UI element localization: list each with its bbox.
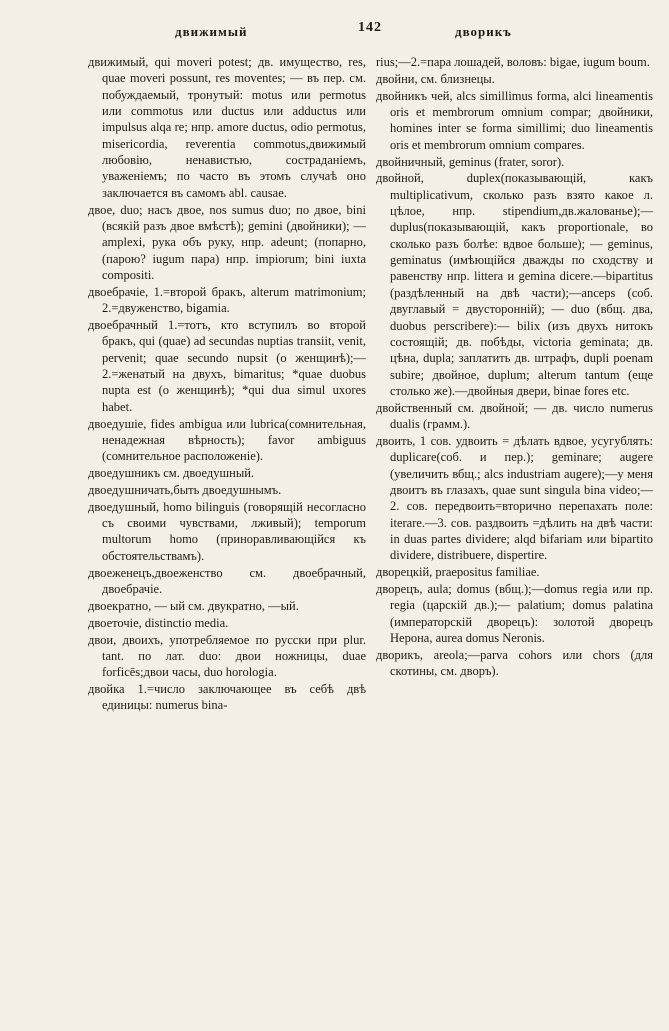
entry-headword: двое,: [88, 202, 116, 217]
entry-definition: см. близнецы.: [417, 71, 495, 86]
entry-headword: двоеточіе,: [88, 615, 142, 630]
entry-definition: двоеженство см. двоебрачный, двоебрачіе.: [102, 565, 366, 596]
entry-definition: см. двойной; — дв. число numerus dualis (грамм.).: [390, 400, 653, 432]
dictionary-entry: [376, 170, 653, 399]
dictionary-entry: [376, 54, 653, 70]
entry-definition: см. двоедушный.: [160, 466, 255, 481]
entry-headword: двоедушный,: [88, 499, 160, 514]
entry-headword: двои,: [88, 632, 117, 647]
entry-definition: homo bilinguis (говорящій несогласно съ своими чувствами, лживый); temporum multorum homo (приноравливающійся къ обстоятельствамъ).: [102, 499, 366, 563]
entry-definition: 1.=число заключающее въ себѣ двѣ единицы: numerus bina-: [102, 682, 366, 713]
entry-definition: rius;—2.=пара лошадей, воловъ: bigae, iugum boum.: [376, 55, 650, 69]
entry-headword: двоить,: [376, 433, 416, 448]
dictionary-entry: [376, 400, 653, 433]
entry-headword: двоедушіе,: [88, 416, 147, 431]
entry-headword: двойственный: [376, 400, 452, 415]
entry-headword: двоекратно,: [88, 598, 152, 613]
entry-definition: fides ambigua или lubrica(сомнительная, ненадежная вѣрность); favor ambiguus (сомнительное расположеніе).: [102, 416, 366, 464]
dictionary-entry: [88, 482, 366, 498]
entry-headword: двоебрачный: [88, 318, 158, 332]
dictionary-entry: [376, 581, 653, 646]
dictionary-entry: [88, 565, 366, 598]
running-head-right-word: дворикъ: [455, 24, 512, 39]
entry-definition: 1.=второй бракъ, alterum matrimonium; 2.=двуженство, bigamia.: [102, 284, 366, 316]
right-column: [376, 54, 653, 1014]
entry-definition: 1.=тотъ, кто вступилъ во второй бракъ, qui (quae) ad secundas nuptias transiit, venit, pervenit; quae secundo nupsit (о женщинѣ);—2.=женатый на двухъ, bimaritus; *quae duobus nupta est (о женщинѣ); *qui dua simul uxores habet.: [102, 318, 366, 414]
dictionary-entry: [88, 202, 366, 284]
dictionary-entry: [88, 598, 366, 614]
entry-definition: быть двоедушнымъ.: [173, 482, 282, 497]
entry-headword: двойникъ: [376, 88, 428, 103]
dictionary-entry: [376, 88, 653, 153]
running-head-left-word: движимый: [175, 24, 248, 39]
entry-definition: duplex(показывающій, какъ multiplicativum, сколько разъ взято какое л. цѣлое, нпр. stipendium,дв.жалованье);—duplus(показывающій, какъ proportionale, во сколько разъ болѣе: вдвое больше); — geminus, geminatus (имѣющійся дважды по сходству и равенству нпр. littera и gemina dicere.—bipartitus (раздѣленный на двѣ части);—anceps (соб. двуглавый = двусторонній); — duo (вбщ. два, duobus perscribere):— bilix (изъ двухъ нитокъ состоящій; дв. побѣды, victoria geminata; дв. цѣна, dupla; заплатить дв. штрафъ, dupli poenam subire; двойное, duplum; alterum tantum (еще столько же).—двойныя двери, binae fores etc.: [390, 171, 653, 398]
entry-definition: двоихъ, употребляемое по русски при plur. tant. по лат. duo: двои ножницы, duae forficēs;двои часы, duo horologia.: [102, 632, 366, 680]
page-number: 142: [358, 20, 382, 35]
dictionary-entry: [376, 433, 653, 564]
dictionary-entry: [376, 647, 653, 680]
dictionary-entry: [376, 154, 653, 170]
entry-definition: duo; насъ двое, nos sumus duo; по двое, bini (всякій разъ двое вмѣстѣ); gemini (двойники); —amplexi, рука объ руку, нпр. adeunt; (попарно, (парою? iugum пара) нпр. impiorum; bini iuxta compositi.: [102, 202, 366, 282]
entry-headword: двоебрачіе,: [88, 284, 149, 299]
entry-headword: дворецъ,: [376, 582, 423, 596]
entry-definition: чей, alcs simillimus forma, alci lineamentis oris et membrorum omnium compar; двойники, homines inter se forma simillimi; duo lineamentis oris et membrorum omnium compares.: [390, 88, 653, 152]
entry-definition: geminus (frater, soror).: [445, 154, 565, 169]
entry-definition: areola;—parva cohors или chors (для скотины, см. дворъ).: [390, 647, 653, 679]
entry-headword: двойной,: [376, 171, 424, 186]
entry-headword: двоедушникъ: [88, 466, 161, 481]
dictionary-entry: [88, 632, 366, 681]
dictionary-entry: [88, 615, 366, 631]
entry-definition: distinctio media.: [141, 615, 229, 630]
dictionary-entry: [88, 416, 366, 465]
left-column: [88, 54, 366, 1014]
dictionary-entry: [88, 54, 366, 201]
entry-definition: praepositus familiae.: [432, 565, 540, 580]
dictionary-entry: [376, 71, 653, 87]
entry-headword: двойка: [88, 682, 125, 697]
dictionary-entry: [88, 317, 366, 415]
entry-headword: дворецкій,: [376, 565, 433, 580]
entry-headword: двойничный,: [376, 154, 446, 169]
entry-definition: 1 сов. удвоить = дѣлать вдвое, усугублять: duplicare(соб. и пер.); geminare; augere (увеличить вбщ.; alcs industriam augere);—у меня двоитъ въ глазахъ, quae sunt singula bina video;—2. сов. передвоить=вторично перепахать поле: iterare.—3. сов. раздвоить =дѣлить на двѣ части: in duas partes dividere; alqd bifariam или bipartito dividere, distribuere, dispertire.: [390, 433, 653, 563]
entry-definition: qui moveri potest; дв. имущество, res, quae moveri possunt, res moventes; — въ пер. см. побуждаемый, тронутый: motus или permotus или commotus или ductus или adductus или impulsus alqa re; нпр. amore ductus, odio permotus, misericordia, reverentia commotus,движимый любовію, ненавистью, состраданіемъ, уваженіемъ; по часто въ этомъ случаѣ оно заключается въ самомъ abl. causae.: [102, 55, 366, 200]
entry-headword: двоедушничать,: [88, 482, 174, 497]
entry-definition: aula; domus (вбщ.);—domus regia или пр. regia (царскій дв.);— palatium; domus palatina (императорскій дворецъ): золотой дворецъ Нерона, aurea domus Neronis.: [390, 582, 653, 646]
entry-headword: движимый,: [88, 55, 149, 69]
dictionary-entry: [376, 564, 653, 580]
dictionary-entry: [88, 284, 366, 317]
entry-headword: двоеженецъ,: [88, 565, 155, 580]
dictionary-entry: [88, 465, 366, 481]
entry-definition: — ый см. двукратно, —ый.: [151, 598, 299, 613]
entry-headword: двойни,: [376, 71, 418, 86]
dictionary-entry: [88, 681, 366, 714]
running-head: [0, 22, 669, 46]
entry-headword: дворикъ,: [376, 647, 424, 662]
dictionary-entry: [88, 499, 366, 564]
